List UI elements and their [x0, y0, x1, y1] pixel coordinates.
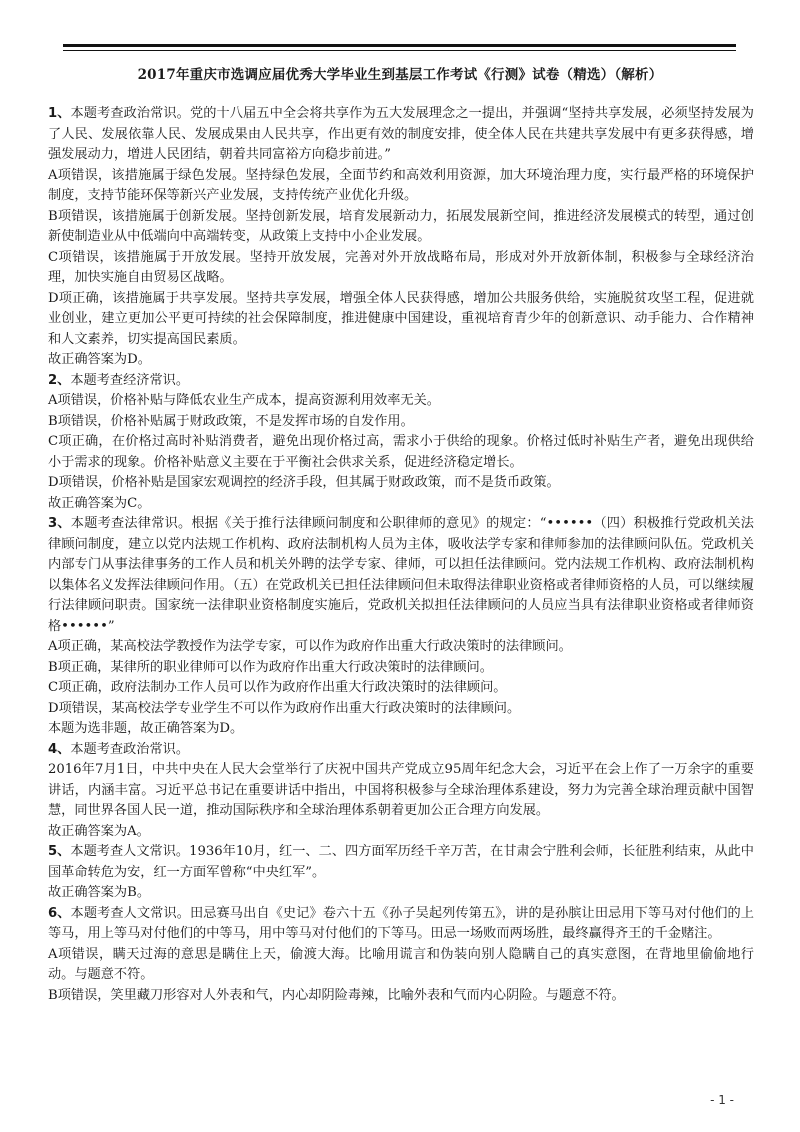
question-number: 6、	[48, 905, 71, 921]
question-5-answer: 故正确答案为B。	[48, 885, 151, 900]
paragraph-text: 本题考查经济常识。	[70, 372, 190, 388]
question-1-intro	[48, 104, 754, 166]
question-6-intro	[48, 904, 754, 945]
question-3-answer: 本题为选非题，故正确答案为D。	[48, 721, 244, 736]
page-number: - 1 -	[710, 1093, 734, 1107]
question-5-intro	[48, 842, 754, 883]
question-number: 1、	[48, 106, 71, 121]
paragraph-text: 本题考查人文常识。1936年10月，红一、二、四方面军历经千辛万苦，在甘肃会宁胜利会师，长征胜利结束，从此中国革命转危为安，红一方面军曾称“中央红军”。	[48, 844, 754, 880]
question-number: 4、	[48, 741, 71, 757]
question-1-option-c: C项错误，该措施属于开放发展。坚持开放发展，完善对外开放战略布局，形成对外开放新体制，积极参与全球经济治理，加快实施自由贸易区战略。	[48, 249, 754, 285]
question-3-intro	[48, 514, 754, 637]
question-6-option-b: B项错误，笑里藏刀形容对人外表和气，内心却阴险毒辣，比喻外表和气而内心阴险。与题意不符。	[48, 987, 625, 1003]
header-rule-thin	[63, 50, 736, 51]
question-number: 2、	[48, 372, 71, 388]
question-4-answer: 故正确答案为A。	[48, 823, 150, 839]
question-2-option-a: A项错误，价格补贴与降低农业生产成本，提高资源利用效率无关。	[48, 393, 440, 408]
question-2-answer: 故正确答案为C。	[48, 495, 151, 511]
question-2-intro	[48, 371, 754, 392]
question-1-option-a: A项错误，该措施属于绿色发展。坚持绿色发展，全面节约和高效利用资源，加大环境治理力度，实行最严格的环境保护制度，支持节能环保等新兴产业发展，支持传统产业优化升级。	[48, 167, 754, 203]
paragraph-text: 本题考查人文常识。田忌赛马出自《史记》卷六十五《孙子吴起列传第五》，讲的是孙膑让田忌用下等马对付他们的上等马，用上等马对付他们的中等马，用中等马对付他们的下等马。田忌一场败而两场胜，最终赢得齐王的千金赌注。	[48, 905, 754, 941]
paragraph-text: 本题考查政治常识。党的十八届五中全会将共享作为五大发展理念之一提出，并强调“坚持共享发展，必须坚持发展为了人民、发展依靠人民、发展成果由人民共享，作出更有效的制度安排，使全体人民在共建共享发展中有更多获得感，增强发展动力，增进人民团结，朝着共同富裕方向稳步前进。”	[48, 106, 754, 162]
question-number: 5、	[48, 844, 71, 859]
question-2-option-b: B项错误，价格补贴属于财政政策，不是发挥市场的自发作用。	[48, 413, 414, 429]
question-2-option-c: C项正确，在价格过高时补贴消费者，避免出现价格过高，需求小于供给的现象。价格过低时补贴生产者，避免出现供给小于需求的现象。价格补贴意义主要在于平衡社会供求关系，促进经济稳定增长。	[48, 434, 754, 470]
question-2-option-d: D项错误，价格补贴是国家宏观调控的经济手段，但其属于财政政策，而不是货币政策。	[48, 475, 560, 490]
question-1-answer: 故正确答案为D。	[48, 352, 151, 367]
question-4-explanation: 2016年7月1日，中共中央在人民大会堂举行了庆祝中国共产党成立95周年纪念大会，习近平在会上作了一万余字的重要讲话，内涵丰富。习近平总书记在重要讲话中指出，中国将积极参与全球治理体系建设，努力为完善全球治理贡献中国智慧，同世界各国人民一道，推动国际秩序和全球治理体系朝着更加公正合理方向发展。	[48, 762, 754, 818]
document-title: 2017年重庆市选调应届优秀大学毕业生到基层工作考试《行测》试卷（精选）（解析）	[137, 67, 663, 83]
question-6-option-a: A项错误，瞒天过海的意思是瞒住上天，偷渡大海。比喻用谎言和伪装向别人隐瞒自己的真实意图，在背地里偷偷地行动。与题意不符。	[48, 946, 754, 982]
question-3-option-c: C项正确，政府法制办工作人员可以作为政府作出重大行政决策时的法律顾问。	[48, 680, 507, 695]
paragraph-text: 本题考查法律常识。根据《关于推行法律顾问制度和公职律师的意见》的规定：“••••••（四）积极推行党政机关法律顾问制度，建立以党内法规工作机构、政府法制机构人员为主体，吸收法学专家和律师参加的法律顾问队伍。党政机关内部专门从事法律事务的工作人员和机关外聘的法学专家、律师，可以担任法律顾问。党内法规工作机构、政府法制机构以集体名义发挥法律顾问作用。（五）在党政机关已担任法律顾问但未取得法律职业资格或者律师资格的人员，可以继续履行法律顾问职责。国家统一法律职业资格制度实施后，党政机关拟担任法律顾问的人员应当具有法律职业资格或者律师资格••••••”	[48, 516, 754, 634]
question-1-option-b: B项错误，该措施属于创新发展。坚持创新发展，培育发展新动力，拓展发展新空间，推进经济发展模式的转型，通过创新使制造业从中低端向中高端转变，从政策上支持中小企业发展。	[48, 208, 754, 244]
question-3-option-a: A项正确，某高校法学教授作为法学专家，可以作为政府作出重大行政决策时的法律顾问。	[48, 639, 572, 654]
question-1-option-d: D项正确，该措施属于共享发展。坚持共享发展，增强全体人民获得感，增加公共服务供给，实施脱贫攻坚工程，促进就业创业，建立更加公平更可持续的社会保障制度，推进健康中国建设，重视培育青少年的创新意识、动手能力、合作精神和人文素养，切实提高国民素质。	[48, 290, 754, 347]
header-rule-thick	[63, 44, 736, 47]
question-number: 3、	[48, 516, 71, 531]
paragraph-text: 本题考查政治常识。	[70, 741, 190, 757]
question-3-option-d: D项错误，某高校法学专业学生不可以作为政府作出重大行政决策时的法律顾问。	[48, 700, 521, 716]
question-3-option-b: B项正确，某律所的职业律师可以作为政府作出重大行政决策时的法律顾问。	[48, 659, 493, 675]
question-4-intro	[48, 740, 754, 761]
document-body	[48, 104, 754, 1006]
